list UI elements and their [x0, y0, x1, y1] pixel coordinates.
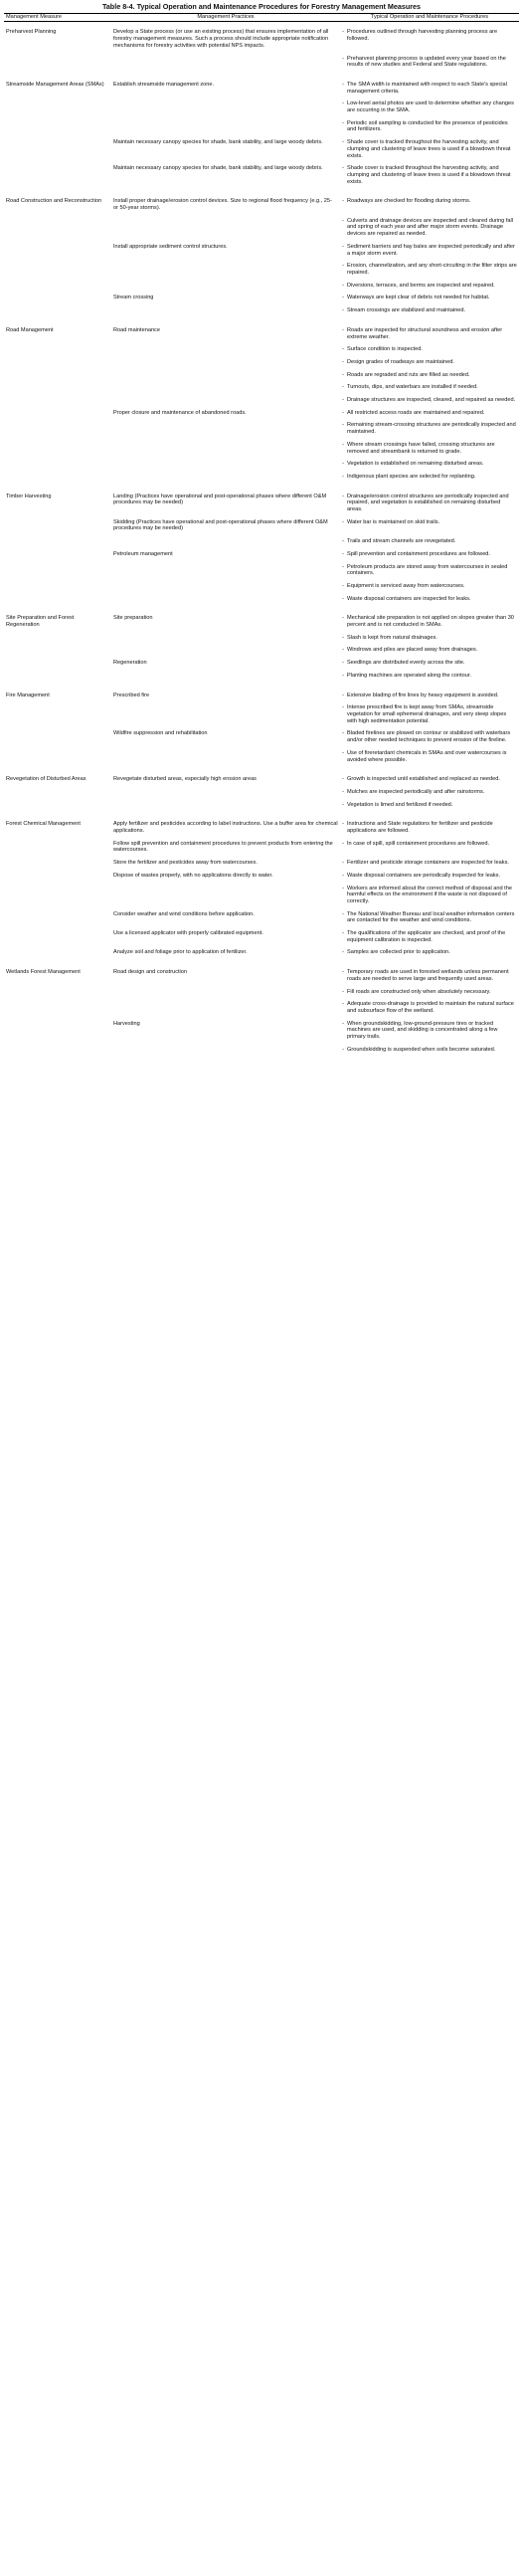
- table-body: [4, 22, 519, 1059]
- management-measure-cell: [4, 930, 111, 949]
- om-procedure-cell: Seedlings are distributed evenly across the site.: [347, 660, 465, 667]
- om-procedure-cell: Spill prevention and containment procedures are followed.: [347, 550, 490, 557]
- management-measure-cell: [4, 519, 111, 538]
- management-measure-cell: [4, 56, 111, 75]
- list-bullet: -: [342, 217, 344, 224]
- management-practice-cell: [111, 422, 340, 441]
- table-row: [4, 218, 519, 244]
- table-row: [4, 100, 519, 119]
- om-procedure-cell: Culverts and drainage devices are inspected and cleared during fall and spring of each year and after major storm events. Drainage devices are repaired as needed.: [347, 217, 513, 238]
- list-bullet: -: [342, 165, 344, 172]
- management-practice-cell: [111, 346, 340, 359]
- om-procedure-cell: Shade cover is tracked throughout the harvesting activity, and clumping and clustering of leave trees is used if a blowdown threat exists.: [347, 139, 511, 159]
- management-measure-cell: [4, 120, 111, 139]
- list-bullet: -: [342, 969, 344, 976]
- list-bullet: -: [342, 660, 344, 667]
- om-procedure-cell: In case of spill, spill containment procedures are followed.: [347, 840, 490, 847]
- management-measure-cell: [4, 346, 111, 359]
- management-practice-cell: [111, 474, 340, 487]
- management-practice-cell: [111, 596, 340, 609]
- list-bullet: -: [342, 885, 344, 892]
- list-bullet: -: [342, 371, 344, 378]
- list-bullet: -: [342, 409, 344, 416]
- table-row: [4, 583, 519, 596]
- list-bullet: -: [342, 672, 344, 679]
- table-row: [4, 346, 519, 359]
- table-row: [4, 873, 519, 886]
- header-management-practices: Management Practices: [197, 14, 255, 20]
- om-procedure-cell: Waste disposal containers are inspected for leaks.: [347, 595, 471, 602]
- management-measure-cell: [4, 802, 111, 815]
- table-row: [4, 519, 519, 538]
- management-measure-cell: [4, 873, 111, 886]
- table-row: [4, 191, 519, 217]
- om-procedures-table: [4, 13, 519, 1060]
- management-measure-cell: Preharvest Planning: [6, 29, 57, 36]
- management-practice-cell: Road maintenance: [113, 326, 160, 333]
- management-measure-cell: [4, 949, 111, 962]
- table-row: [4, 295, 519, 307]
- om-procedure-cell: The National Weather Bureau and local weather information centers are contacted for the weather and wind conditions.: [347, 910, 515, 924]
- management-practice-cell: Analyze soil and foliage prior to application of fertilizer.: [113, 949, 248, 956]
- table-row: [4, 962, 519, 988]
- management-practice-cell: [111, 886, 340, 911]
- list-bullet: -: [342, 704, 344, 711]
- table-row: [4, 949, 519, 962]
- table-row: [4, 384, 519, 397]
- management-measure-cell: [4, 1001, 111, 1020]
- om-procedure-cell: Erosion, channelization, and any short-circuiting in the filter strips are repaired.: [347, 263, 517, 276]
- list-bullet: -: [342, 295, 344, 301]
- om-procedure-cell: Periodic soil sampling is conducted for the presence of pesticides and fertilizers.: [347, 119, 508, 133]
- om-procedure-cell: Roads are inspected for structural soundness and erosion after extreme weather.: [347, 326, 503, 340]
- management-practice-cell: Follow spill prevention and containment procedures to prevent products from entering the watercourses.: [113, 840, 333, 854]
- management-measure-cell: Revegetation of Disturbed Areas: [6, 776, 87, 783]
- list-bullet: -: [342, 518, 344, 525]
- management-measure-cell: Timber Harvesting: [6, 493, 52, 499]
- table-row: [4, 704, 519, 730]
- list-bullet: -: [342, 243, 344, 250]
- management-measure-cell: [4, 283, 111, 296]
- management-practice-cell: [111, 789, 340, 802]
- management-measure-cell: [4, 551, 111, 564]
- management-measure-cell: [4, 841, 111, 860]
- table-row: [4, 1047, 519, 1060]
- management-practice-cell: Landing (Practices have operational and post-operational phases where different O&M procedures may be needed): [113, 493, 327, 506]
- table-header: [4, 14, 519, 23]
- om-procedure-cell: Intense prescribed fire is kept away from SMAs, streamside vegetation for small ephemeral drainages, and very steep slopes with high sedimentation potential.: [347, 704, 507, 724]
- management-measure-cell: [4, 730, 111, 749]
- list-bullet: -: [342, 860, 344, 867]
- table-row: [4, 56, 519, 75]
- management-measure-cell: [4, 307, 111, 320]
- list-bullet: -: [342, 55, 344, 62]
- management-measure-cell: [4, 989, 111, 1002]
- table-row: [4, 814, 519, 840]
- management-practice-cell: Wildfire suppression and rehabilitation: [113, 730, 208, 737]
- management-measure-cell: Wetlands Forest Management: [6, 969, 81, 976]
- management-practice-cell: [111, 1001, 340, 1020]
- management-practice-cell: [111, 120, 340, 139]
- om-procedure-cell: Workers are informed about the correct method of disposal and the harmful effects on the environment if the waste is not disposed of correctly.: [347, 885, 512, 904]
- header-om-procedures: Typical Operation and Maintenance Procedures: [370, 14, 489, 20]
- list-bullet: -: [342, 821, 344, 828]
- table-row: [4, 789, 519, 802]
- management-measure-cell: [4, 263, 111, 282]
- management-practice-cell: Road design and construction: [113, 969, 188, 976]
- management-measure-cell: [4, 295, 111, 307]
- management-measure-cell: [4, 673, 111, 686]
- om-procedure-cell: Waterways are kept clear of debris not needed for habitat.: [347, 295, 490, 301]
- table-row: [4, 647, 519, 660]
- table-row: [4, 989, 519, 1002]
- management-practice-cell: Dispose of wastes properly, with no applications directly to water.: [113, 872, 273, 879]
- om-procedure-cell: Vegetation is limed and fertilized if needed.: [347, 801, 453, 808]
- table-title: Table 8-4. Typical Operation and Maintenance Procedures for Forestry Management Measures: [101, 2, 422, 11]
- management-practice-cell: Skidding (Practices have operational and post-operational phases where different O&M procedures may be needed): [113, 518, 328, 532]
- list-bullet: -: [342, 29, 344, 36]
- om-procedure-cell: Low-level aerial photos are used to determine whether any changes are occurring in the SMA.: [347, 100, 514, 114]
- table-row: [4, 1001, 519, 1020]
- management-practice-cell: Revegetate disturbed areas, especially high erosion areas: [113, 776, 257, 783]
- management-practice-cell: Develop a State process (or use an existing process) that ensures implementation of all forestry management measures. Such a process should include appropriate notification mechanisms for forestry activities with potential NPS impacts.: [113, 29, 329, 49]
- management-measure-cell: [4, 384, 111, 397]
- list-bullet: -: [342, 595, 344, 602]
- management-practice-cell: [111, 100, 340, 119]
- management-practice-cell: [111, 218, 340, 244]
- list-bullet: -: [342, 198, 344, 205]
- om-procedure-cell: Drainage structures are inspected, cleared, and repaired as needed.: [347, 397, 516, 404]
- management-measure-cell: Fire Management: [6, 692, 50, 698]
- om-procedure-cell: Windrows and piles are placed away from drainages.: [347, 647, 478, 654]
- table-row: [4, 165, 519, 191]
- list-bullet: -: [342, 461, 344, 468]
- management-measure-cell: [4, 538, 111, 551]
- list-bullet: -: [342, 749, 344, 756]
- table-row: [4, 596, 519, 609]
- om-procedure-cell: When groundskidding, low-ground-pressure tires or tracked machines are used, and skidding is concentrated along a few primary trails.: [347, 1020, 498, 1041]
- om-procedure-cell: The qualifications of the applicator are checked, and proof of the equipment calibration is inspected.: [347, 930, 506, 943]
- management-practice-cell: [111, 802, 340, 815]
- list-bullet: -: [342, 930, 344, 937]
- management-practice-cell: Use a licensed applicator with properly calibrated equipment.: [113, 930, 263, 937]
- management-practice-cell: Maintain necessary canopy species for shade, bank stability, and large woody debris.: [113, 165, 323, 172]
- list-bullet: -: [342, 788, 344, 795]
- om-procedure-cell: Trails and stream channels are revegetated.: [347, 538, 456, 545]
- management-practice-cell: [111, 359, 340, 372]
- list-bullet: -: [342, 473, 344, 480]
- table-row: [4, 283, 519, 296]
- om-procedure-cell: Waste disposal containers are periodically inspected for leaks.: [347, 872, 501, 879]
- table-row: [4, 487, 519, 519]
- om-procedure-cell: Stream crossings are stabilized and maintained.: [347, 307, 466, 314]
- list-bullet: -: [342, 776, 344, 783]
- table-row: [4, 769, 519, 789]
- list-bullet: -: [342, 326, 344, 333]
- list-bullet: -: [342, 1001, 344, 1008]
- table-row: [4, 802, 519, 815]
- table-row: [4, 474, 519, 487]
- table-row: [4, 635, 519, 648]
- management-measure-cell: [4, 911, 111, 930]
- management-practice-cell: Maintain necessary canopy species for shade, bank stability, and large woody debris.: [113, 139, 323, 146]
- management-practice-cell: [111, 384, 340, 397]
- om-procedure-cell: Temporary roads are used in forested wetlands unless permanent roads are needed to serve large and frequently used areas.: [347, 969, 509, 982]
- om-procedure-cell: Roadways are checked for flooding during storms.: [347, 198, 471, 205]
- management-practice-cell: Regeneration: [113, 660, 147, 667]
- management-measure-cell: Road Management: [6, 326, 54, 333]
- management-practice-cell: [111, 564, 340, 583]
- om-procedure-cell: Diversions, terraces, and berms are inspected and repaired.: [347, 282, 495, 289]
- management-measure-cell: [4, 886, 111, 911]
- list-bullet: -: [342, 1046, 344, 1053]
- om-procedure-cell: Groundskidding is suspended when soils become saturated.: [347, 1046, 496, 1053]
- list-bullet: -: [342, 647, 344, 654]
- om-procedure-cell: Vegetation is established on remaining disturbed areas.: [347, 461, 484, 468]
- list-bullet: -: [342, 307, 344, 314]
- om-procedure-cell: Drainage/erosion control structures are periodically inspected and repaired, and vegetation is established on remaining disturbed areas.: [347, 493, 509, 513]
- management-practice-cell: [111, 989, 340, 1002]
- om-procedure-cell: Sediment barriers and hay bales are inspected periodically and after a major storm event.: [347, 243, 515, 257]
- table-row: [4, 410, 519, 423]
- management-practice-cell: Install appropriate sediment control structures.: [113, 243, 228, 250]
- management-practice-cell: [111, 635, 340, 648]
- om-procedure-cell: Use of fireretardant chemicals in SMAs and over watercourses is avoided where possible.: [347, 749, 507, 763]
- management-measure-cell: [4, 410, 111, 423]
- list-bullet: -: [342, 139, 344, 146]
- list-bullet: -: [342, 615, 344, 622]
- table-row: [4, 359, 519, 372]
- table-row: [4, 750, 519, 769]
- list-bullet: -: [342, 1020, 344, 1027]
- om-procedure-cell: Water bar is maintained on skid trails.: [347, 518, 440, 525]
- management-measure-cell: Site Preparation and Forest Regeneration: [6, 615, 75, 629]
- management-measure-cell: [4, 372, 111, 385]
- list-bullet: -: [342, 582, 344, 589]
- management-measure-cell: Forest Chemical Management: [6, 821, 81, 828]
- list-bullet: -: [342, 397, 344, 404]
- management-practice-cell: Stream crossing: [113, 295, 154, 301]
- om-procedure-cell: Adequate cross-drainage is provided to maintain the natural surface and subsurface flow of the wetland.: [347, 1001, 514, 1014]
- list-bullet: -: [342, 988, 344, 995]
- management-practice-cell: Store the fertilizer and pesticides away from watercourses.: [113, 860, 258, 867]
- management-practice-cell: Apply fertilizer and pesticides according to label instructions. Use a buffer area for chemical applications.: [113, 821, 338, 835]
- om-procedure-cell: The SMA width is maintained with respect to each State's special management criteria.: [347, 81, 507, 95]
- management-practice-cell: [111, 704, 340, 730]
- table-row: [4, 22, 519, 55]
- management-practice-cell: [111, 538, 340, 551]
- management-practice-cell: Prescribed fire: [113, 692, 150, 698]
- table-row: [4, 911, 519, 930]
- om-procedure-cell: Where stream crossings have failed, crossing structures are removed and streambank is returned to grade.: [347, 441, 495, 455]
- list-bullet: -: [342, 441, 344, 448]
- table-row: [4, 930, 519, 949]
- management-practice-cell: [111, 673, 340, 686]
- om-procedure-cell: Mulches are inspected periodically and after rainstorms.: [347, 788, 485, 795]
- list-bullet: -: [342, 550, 344, 557]
- list-bullet: -: [342, 422, 344, 429]
- table-row: [4, 139, 519, 165]
- management-measure-cell: [4, 635, 111, 648]
- list-bullet: -: [342, 100, 344, 107]
- management-practice-cell: Harvesting: [113, 1020, 140, 1027]
- management-measure-cell: [4, 1047, 111, 1060]
- om-procedure-cell: Roads are regraded and ruts are filled as needed.: [347, 371, 470, 378]
- om-procedure-cell: Instructions and State regulations for fertilizer and pesticide applications are followed.: [347, 821, 493, 835]
- om-procedure-cell: Growth is inspected until established and replaced as needed.: [347, 776, 500, 783]
- table-row: [4, 397, 519, 410]
- table-row: [4, 244, 519, 263]
- table-row: [4, 461, 519, 474]
- management-measure-cell: [4, 647, 111, 660]
- om-procedure-cell: Extensive blading of fire lines by heavy equipment is avoided.: [347, 692, 499, 698]
- om-procedure-cell: All restricted access roads are maintained and repaired.: [347, 409, 485, 416]
- management-measure-cell: [4, 139, 111, 165]
- list-bullet: -: [342, 730, 344, 737]
- management-measure-cell: [4, 789, 111, 802]
- management-measure-cell: [4, 359, 111, 372]
- om-procedure-cell: Slash is kept from natural drainages.: [347, 634, 437, 641]
- table-row: [4, 307, 519, 320]
- management-measure-cell: [4, 704, 111, 730]
- list-bullet: -: [342, 910, 344, 917]
- list-bullet: -: [342, 538, 344, 545]
- management-measure-cell: [4, 397, 111, 410]
- management-measure-cell: [4, 583, 111, 596]
- management-practice-cell: Proper closure and maintenance of abandoned roads.: [113, 409, 247, 416]
- management-practice-cell: [111, 307, 340, 320]
- management-practice-cell: [111, 647, 340, 660]
- list-bullet: -: [342, 346, 344, 353]
- table-row: [4, 75, 519, 100]
- management-practice-cell: [111, 583, 340, 596]
- management-practice-cell: Petroleum management: [113, 550, 173, 557]
- list-bullet: -: [342, 563, 344, 570]
- list-bullet: -: [342, 119, 344, 126]
- management-measure-cell: [4, 422, 111, 441]
- om-procedure-cell: Planting machines are operated along the contour.: [347, 672, 472, 679]
- management-practice-cell: [111, 461, 340, 474]
- management-measure-cell: [4, 660, 111, 673]
- header-management-measure: Management Measure: [6, 14, 62, 20]
- management-measure-cell: Road Construction and Reconstruction: [6, 198, 102, 205]
- list-bullet: -: [342, 493, 344, 499]
- list-bullet: -: [342, 872, 344, 879]
- table-row: [4, 372, 519, 385]
- table-row: [4, 841, 519, 860]
- om-procedure-cell: Surface condition is inspected.: [347, 346, 423, 353]
- table-row: [4, 120, 519, 139]
- management-practice-cell: [111, 263, 340, 282]
- om-procedure-cell: Indigenous plant species are selected for replanting.: [347, 473, 476, 480]
- list-bullet: -: [342, 282, 344, 289]
- management-practice-cell: Install proper drainage/erosion control devices. Size to regional flood frequency (e.g., 25- or 50-year storms).: [113, 198, 332, 212]
- management-practice-cell: [111, 1047, 340, 1060]
- table-row: [4, 442, 519, 461]
- management-measure-cell: [4, 165, 111, 191]
- table-row: [4, 538, 519, 551]
- table-row: [4, 730, 519, 749]
- list-bullet: -: [342, 263, 344, 270]
- list-bullet: -: [342, 634, 344, 641]
- list-bullet: -: [342, 81, 344, 88]
- management-practice-cell: [111, 56, 340, 75]
- om-procedure-cell: Design grades of roadways are maintained.: [347, 358, 454, 365]
- management-practice-cell: [111, 283, 340, 296]
- list-bullet: -: [342, 801, 344, 808]
- om-procedure-cell: Turnouts, dips, and waterbars are installed if needed.: [347, 384, 478, 391]
- om-procedure-cell: Equipment is serviced away from watercourses.: [347, 582, 465, 589]
- om-procedure-cell: Remaining stream-crossing structures are periodically inspected and maintained.: [347, 422, 516, 436]
- list-bullet: -: [342, 358, 344, 365]
- table-row: [4, 320, 519, 346]
- management-measure-cell: [4, 564, 111, 583]
- table-row: [4, 660, 519, 673]
- table-row: [4, 608, 519, 634]
- om-procedure-cell: Mechanical site preparation is not applied on slopes greater than 30 percent and is not conducted in SMAs.: [347, 615, 514, 629]
- management-measure-cell: [4, 442, 111, 461]
- management-practice-cell: [111, 397, 340, 410]
- list-bullet: -: [342, 840, 344, 847]
- list-bullet: -: [342, 692, 344, 698]
- om-procedure-cell: Petroleum products are stored away from watercourses in sealed containers.: [347, 563, 508, 577]
- management-measure-cell: [4, 1021, 111, 1047]
- management-practice-cell: [111, 442, 340, 461]
- management-measure-cell: [4, 244, 111, 263]
- management-measure-cell: [4, 461, 111, 474]
- management-measure-cell: [4, 750, 111, 769]
- management-measure-cell: [4, 474, 111, 487]
- list-bullet: -: [342, 949, 344, 956]
- management-measure-cell: [4, 596, 111, 609]
- table-row: [4, 860, 519, 873]
- list-bullet: -: [342, 384, 344, 391]
- management-practice-cell: [111, 372, 340, 385]
- management-measure-cell: [4, 860, 111, 873]
- om-procedure-cell: Shade cover is tracked throughout the harvesting activity, and clumping and clustering of leave trees is used if a blowdown threat exists.: [347, 165, 511, 185]
- management-measure-cell: [4, 100, 111, 119]
- om-procedure-cell: Bladed firelines are plowed on contour or stabilized with waterbars and/or other needed techniques to prevent erosion of the fireline.: [347, 730, 511, 744]
- table-row: [4, 886, 519, 911]
- management-measure-cell: [4, 218, 111, 244]
- om-procedure-cell: Fill roads are constructed only when absolutely necessary.: [347, 988, 491, 995]
- om-procedure-cell: Samples are collected prior to application.: [347, 949, 450, 956]
- management-practice-cell: Consider weather and wind conditions before application.: [113, 910, 255, 917]
- table-row: [4, 686, 519, 705]
- table-row: [4, 1021, 519, 1047]
- om-procedure-cell: Procedures outlined through harvesting planning process are followed.: [347, 29, 498, 43]
- table-row: [4, 263, 519, 282]
- management-practice-cell: Establish streamside management zone.: [113, 81, 215, 88]
- table-row: [4, 564, 519, 583]
- table-row: [4, 673, 519, 686]
- om-procedure-cell: Fertilizer and pesticide storage containers are inspected for leaks.: [347, 860, 509, 867]
- management-practice-cell: Site preparation: [113, 615, 153, 622]
- table-row: [4, 551, 519, 564]
- management-measure-cell: Streamside Management Areas (SMAs): [6, 81, 104, 88]
- management-practice-cell: [111, 750, 340, 769]
- table-row: [4, 422, 519, 441]
- om-procedure-cell: Preharvest planning process is updated every year based on the results of new studies and Federal and State regulations.: [347, 55, 506, 69]
- document-page: [4, 2, 519, 1060]
